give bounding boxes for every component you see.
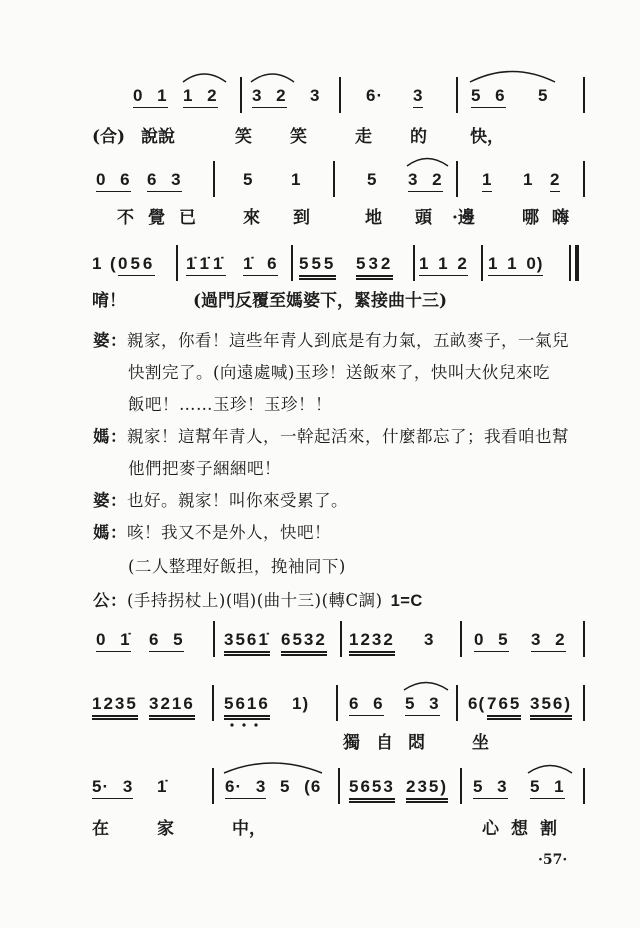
note-group: 5 (6 bbox=[280, 777, 322, 796]
slur bbox=[183, 74, 226, 82]
dialogue-text: (手持拐杖上)(唱)(曲十三)(轉C調) bbox=[127, 591, 383, 610]
lyrics-line-1 bbox=[0, 126, 640, 148]
note-group: 6( bbox=[468, 694, 486, 713]
score-system-1 bbox=[0, 86, 640, 110]
note-group: 3 2 bbox=[531, 630, 566, 652]
note-group: 5 3 bbox=[473, 777, 508, 799]
note-group: 5 6 bbox=[471, 86, 506, 108]
note-group: 555 bbox=[299, 254, 336, 280]
lyric: 頭 bbox=[415, 208, 432, 228]
lyric: 中， bbox=[232, 819, 266, 839]
lyric: 笑 bbox=[235, 127, 252, 147]
lyric: 走 bbox=[355, 127, 372, 147]
barline bbox=[213, 161, 215, 197]
barline bbox=[456, 77, 458, 113]
speaker-label: 公： bbox=[93, 591, 127, 610]
lyric: 覺 bbox=[148, 208, 165, 228]
barline bbox=[338, 768, 340, 804]
page-number: ·57· bbox=[538, 852, 568, 868]
barline bbox=[583, 77, 585, 113]
note-group: 5 bbox=[538, 86, 549, 105]
lyric: 獨 bbox=[343, 733, 360, 753]
note-group: 5· 3 bbox=[92, 777, 133, 799]
key-signature: 1=C bbox=[390, 592, 423, 610]
slur-group bbox=[0, 148, 640, 170]
lyric: 笑 bbox=[290, 127, 307, 147]
note-group: 1̇ bbox=[157, 777, 168, 796]
barline bbox=[456, 685, 458, 721]
note-group: 3 bbox=[413, 86, 423, 108]
note-group: 5 3 bbox=[405, 694, 440, 716]
lyric: 割 bbox=[540, 819, 557, 839]
lyric: 悶 bbox=[408, 733, 425, 753]
lyric: 已 bbox=[179, 208, 196, 228]
barline bbox=[339, 77, 341, 113]
lyric: 自 bbox=[376, 733, 393, 753]
lyric: (合) bbox=[92, 127, 126, 147]
slur-group bbox=[0, 64, 640, 86]
note-group: 3561̇ bbox=[224, 630, 270, 656]
dialogue-text: 親家，你看！這些年青人到底是有力氣，五畝麥子，一氣兒 bbox=[127, 331, 569, 350]
note-group: 6 3 bbox=[147, 170, 182, 192]
note-group: 356) bbox=[530, 694, 572, 720]
barline bbox=[291, 245, 293, 281]
note-group: 765 bbox=[487, 694, 521, 720]
lyrics-line-6 bbox=[0, 818, 640, 840]
lyric: 在 bbox=[92, 819, 109, 839]
note-group: 1 1 2 bbox=[419, 254, 468, 276]
speaker-label: 婆： bbox=[93, 331, 127, 350]
lyrics-line-5 bbox=[0, 732, 640, 754]
barline bbox=[340, 621, 342, 657]
note-group: 1̇1̇1̇ bbox=[186, 254, 226, 276]
note-group: 3 bbox=[310, 86, 321, 105]
note-group: 3 2 bbox=[252, 86, 287, 108]
lyric: 坐 bbox=[472, 733, 489, 753]
final-barline-thick bbox=[575, 245, 579, 281]
note-group: 3 2 bbox=[408, 170, 443, 192]
score-system-5 bbox=[0, 694, 640, 718]
score-system-2 bbox=[0, 170, 640, 194]
dialogue-line: 飯吧！……玉珍！玉珍！！ bbox=[128, 395, 332, 414]
lyric: 不 bbox=[117, 208, 134, 228]
barline bbox=[460, 768, 462, 804]
slur-group bbox=[0, 672, 640, 694]
note-group: 0 1̇ bbox=[96, 630, 131, 652]
barline bbox=[333, 161, 335, 197]
barline bbox=[176, 245, 178, 281]
slur bbox=[528, 766, 572, 774]
barline bbox=[212, 768, 214, 804]
stage-note: (過門反覆至媽婆下，緊接曲十三) bbox=[193, 291, 448, 311]
score-system-6 bbox=[0, 777, 640, 801]
note-group: 532 bbox=[356, 254, 393, 280]
lyric: 地 bbox=[365, 208, 382, 228]
note-group: 5 bbox=[367, 170, 378, 189]
dialogue-line bbox=[93, 426, 569, 448]
lyric: 想 bbox=[511, 819, 528, 839]
score-system-3 bbox=[0, 254, 640, 278]
lyric: 來 bbox=[243, 208, 260, 228]
barline bbox=[240, 77, 242, 113]
note-group: ( bbox=[110, 254, 117, 273]
dialogue-line bbox=[93, 522, 331, 544]
barline bbox=[583, 768, 585, 804]
slur-group bbox=[0, 755, 640, 777]
note-group: 5 1 bbox=[530, 777, 565, 799]
note-group: 235) bbox=[406, 777, 448, 803]
low-octave-dots bbox=[226, 723, 262, 727]
note-group: 1 bbox=[291, 170, 302, 189]
note-group: 0 5 bbox=[474, 630, 509, 652]
note-group: 1) bbox=[292, 694, 310, 713]
note-group: 2 bbox=[550, 170, 560, 192]
note-group: 6· 3 bbox=[225, 777, 266, 799]
speaker-label: 媽： bbox=[93, 427, 127, 446]
note-group: 0 1 bbox=[133, 86, 168, 108]
lyric: 家 bbox=[157, 819, 174, 839]
speaker-label: 媽： bbox=[93, 523, 127, 542]
dialogue-line bbox=[93, 490, 348, 512]
barline bbox=[336, 685, 338, 721]
lyrics-line-3 bbox=[0, 290, 640, 312]
barline bbox=[583, 161, 585, 197]
barline bbox=[213, 621, 215, 657]
final-barline-thin bbox=[569, 245, 571, 281]
note-group: 0 6 bbox=[96, 170, 131, 192]
slur bbox=[407, 159, 448, 167]
barline bbox=[456, 161, 458, 197]
note-group: 1232 bbox=[349, 630, 395, 656]
slur bbox=[224, 763, 322, 773]
barline bbox=[413, 245, 415, 281]
dialogue-text: 親家！這幫年青人，一幹起活來，什麼都忘了；我看咱也幫 bbox=[127, 427, 569, 446]
lyric: 嗨 bbox=[552, 208, 569, 228]
lyric: 到 bbox=[293, 208, 310, 228]
note-group: 3 bbox=[424, 630, 435, 649]
lyrics-line-2 bbox=[0, 207, 640, 229]
lyric: ·邊 bbox=[452, 208, 475, 228]
note-group: 1̇ 6 bbox=[243, 254, 278, 276]
slur bbox=[470, 72, 555, 83]
note-group: 1 bbox=[92, 254, 103, 273]
barline bbox=[481, 245, 483, 281]
dialogue-text: 也好。親家！叫你來受累了。 bbox=[127, 491, 348, 510]
barline bbox=[583, 621, 585, 657]
dialogue-line: 他們把麥子綑綑吧！ bbox=[128, 459, 281, 478]
barline bbox=[212, 685, 214, 721]
lyric: 心 bbox=[482, 819, 499, 839]
speaker-label: 婆： bbox=[93, 491, 127, 510]
note-group: 5 bbox=[243, 170, 254, 189]
note-group: 1235 bbox=[92, 694, 138, 720]
lyric: 快， bbox=[470, 127, 504, 147]
note-group: 6· bbox=[366, 86, 384, 105]
score-system-4 bbox=[0, 630, 640, 654]
dialogue-line bbox=[93, 330, 569, 352]
lyric: 說說 bbox=[141, 127, 175, 147]
note-group: 1 bbox=[482, 170, 492, 192]
note-group: 6532 bbox=[281, 630, 327, 656]
note-group: 1 bbox=[523, 170, 534, 189]
note-group: 5616 bbox=[224, 694, 270, 720]
barline bbox=[460, 621, 462, 657]
note-group: 1 1 0) bbox=[488, 254, 543, 276]
lyric: 哪 bbox=[522, 208, 539, 228]
slur bbox=[404, 683, 448, 691]
note-group: 1 2 bbox=[183, 86, 218, 108]
lyric: 的 bbox=[410, 127, 427, 147]
note-group: 6 5 bbox=[149, 630, 184, 652]
stage-direction: (二人整理好飯担，挽袖同下) bbox=[128, 557, 346, 576]
note-group: 3216 bbox=[149, 694, 195, 720]
slur bbox=[251, 74, 294, 82]
note-group: 6 6 bbox=[349, 694, 384, 716]
dialogue-line: 快割完了。(向遠處喊)玉珍！送飯來了，快叫大伙兒來吃 bbox=[128, 363, 550, 382]
lyric: 唷！ bbox=[92, 291, 126, 311]
barline bbox=[583, 685, 585, 721]
dialogue-line bbox=[93, 590, 423, 612]
note-group: 056 bbox=[118, 254, 155, 276]
note-group: 5653 bbox=[349, 777, 395, 803]
dialogue-text: 咳！我又不是外人，快吧！ bbox=[127, 523, 331, 542]
